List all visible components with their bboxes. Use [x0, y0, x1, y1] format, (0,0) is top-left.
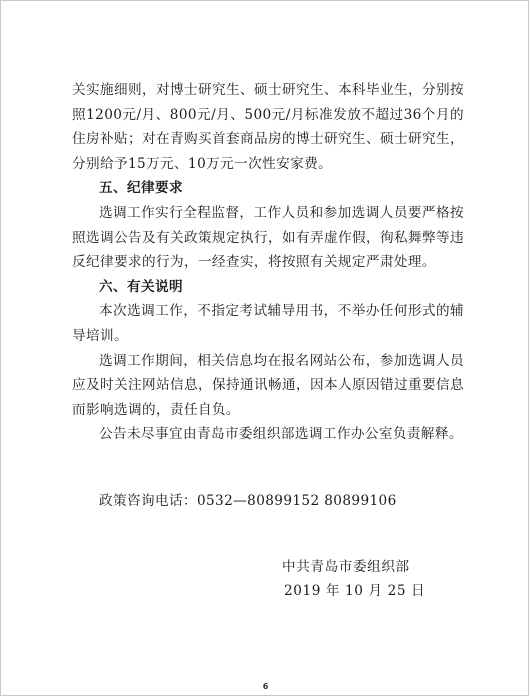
paragraph-discipline: 选调工作实行全程监督，工作人员和参加选调人员要严格按照选调公告及有关政策规定执行，如有弄虚作假，徇私舞弊等违反纪律要求的行为，一经查实，将按照有关规定严肃处理。: [72, 204, 464, 271]
paragraph-no-training: 本次选调工作，不指定考试辅导用书，不举办任何形式的辅导培训。: [72, 303, 464, 344]
signature-date: 2019 年 10 月 25 日: [284, 583, 426, 599]
paragraph-interpretation: 公告未尽事宜由青岛市委组织部选调工作办公室负责解释。: [99, 426, 463, 443]
section-heading-discipline: 五、纪律要求: [99, 180, 183, 197]
signature-org: 中共青岛市委组织部: [282, 559, 410, 575]
section-heading-notes: 六、有关说明: [99, 278, 183, 295]
paragraph-housing-subsidy: 关实施细则，对博士研究生、硕士研究生、本科毕业生，分别按照1200元/月、800元/月、500元/月标准发放不超过36个月的住房补贴；对在青购买首套商品房的博士研究生、硕士研究生，分别给予15万元、10万元一次性安家费。: [72, 82, 464, 172]
paragraph-website-info: 选调工作期间，相关信息均在报名网站公布，参加选调人员应及时关注网站信息，保持通讯畅通，因本人原因错过重要信息而影响选调的，责任自负。: [72, 352, 464, 418]
document-body: [72, 78, 464, 514]
signature-block: [282, 555, 425, 603]
contact-phone: 政策咨询电话：0532—80899152 80899106: [99, 492, 397, 509]
page-number: 6: [262, 682, 269, 691]
